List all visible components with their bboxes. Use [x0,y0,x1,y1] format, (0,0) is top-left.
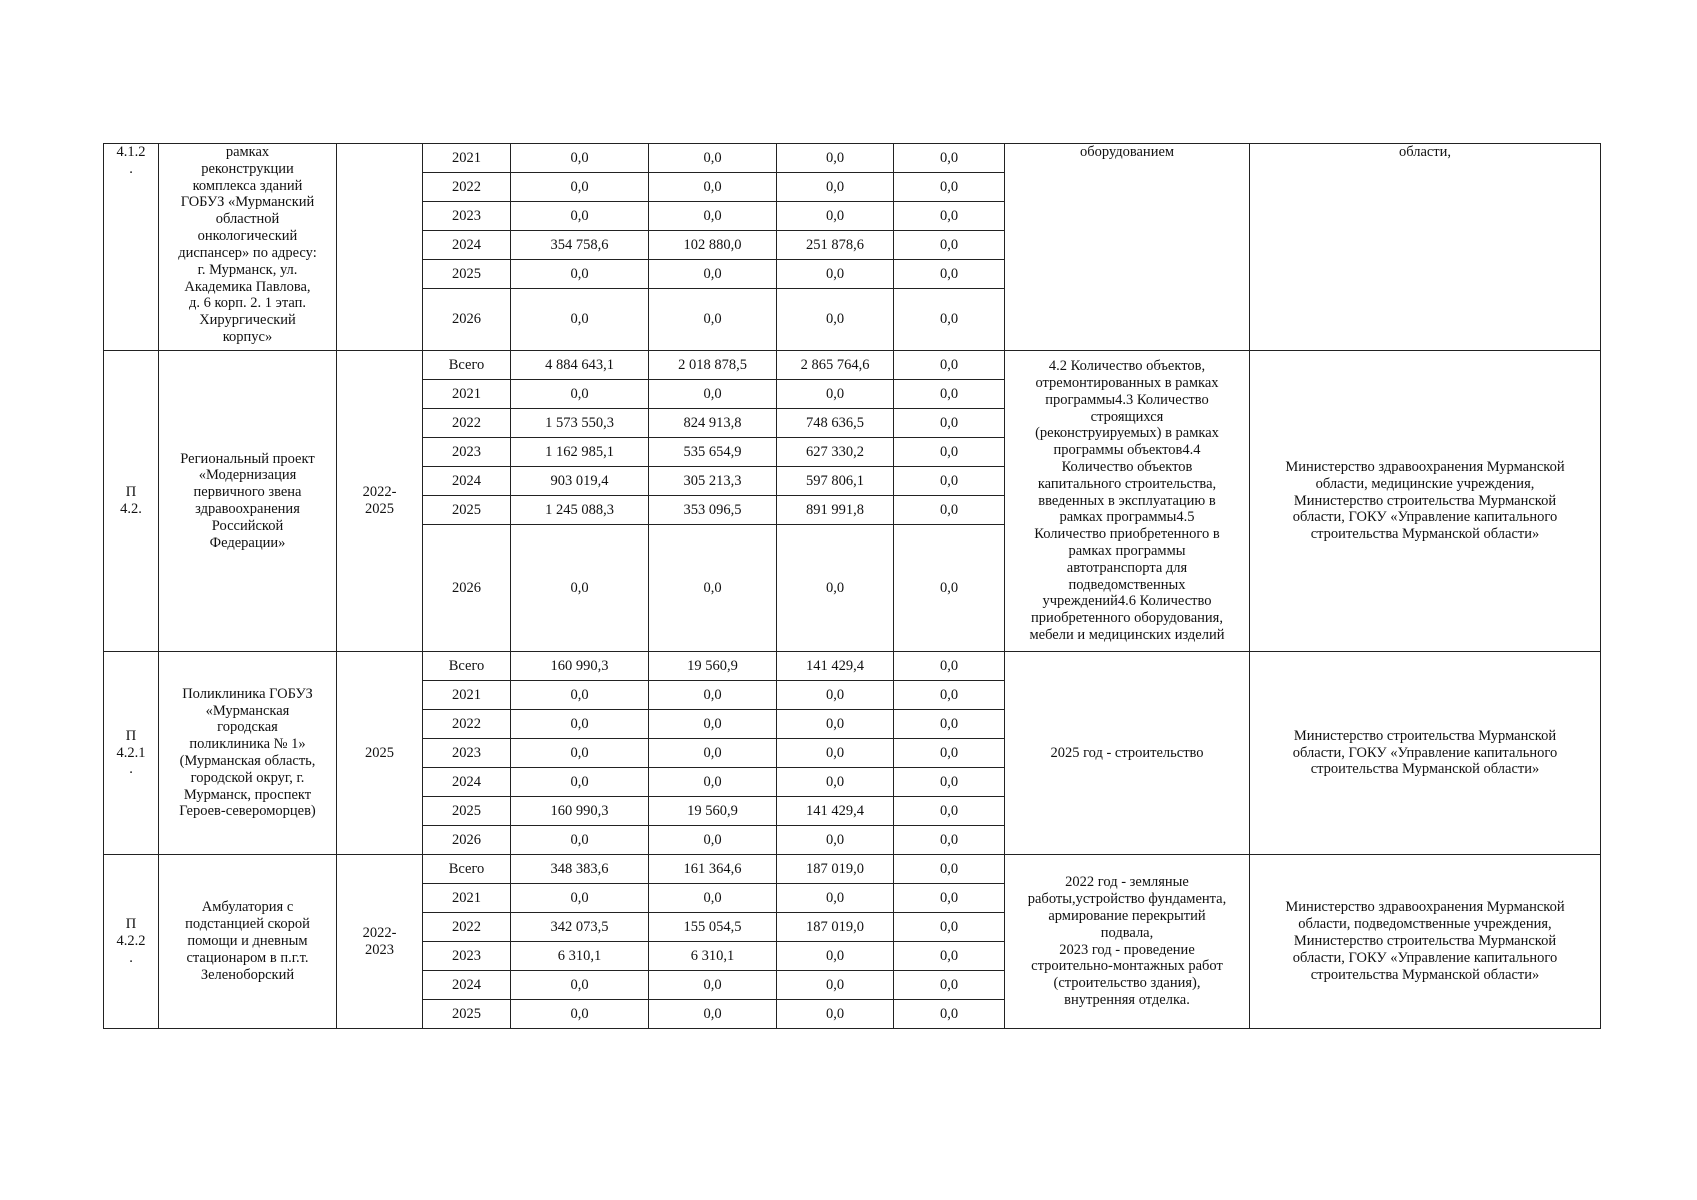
total-amount-cell: 0,0 [511,1000,649,1029]
other-funds-cell: 0,0 [894,260,1005,289]
federal-budget-cell: 0,0 [649,971,777,1000]
federal-budget-cell: 353 096,5 [649,496,777,525]
year-cell: 2024 [423,971,511,1000]
total-amount-cell: 0,0 [511,173,649,202]
total-amount-cell: 160 990,3 [511,652,649,681]
other-funds-cell: 0,0 [894,1000,1005,1029]
other-funds-cell: 0,0 [894,971,1005,1000]
year-cell: 2022 [423,913,511,942]
federal-budget-cell: 161 364,6 [649,855,777,884]
year-cell: 2026 [423,525,511,652]
total-amount-cell: 0,0 [511,971,649,1000]
federal-budget-cell: 535 654,9 [649,438,777,467]
item-code: П 4.2.2 . [104,855,159,1029]
year-cell: 2023 [423,438,511,467]
other-funds-cell: 0,0 [894,409,1005,438]
total-amount-cell: 160 990,3 [511,797,649,826]
other-funds-cell: 0,0 [894,855,1005,884]
other-funds-cell: 0,0 [894,351,1005,380]
year-cell: 2024 [423,231,511,260]
total-amount-cell: 0,0 [511,202,649,231]
other-funds-cell: 0,0 [894,380,1005,409]
year-cell: 2024 [423,768,511,797]
year-cell: 2025 [423,1000,511,1029]
year-cell: 2026 [423,826,511,855]
year-cell: 2025 [423,797,511,826]
total-amount-cell: 0,0 [511,768,649,797]
other-funds-cell: 0,0 [894,768,1005,797]
regional-budget-cell: 0,0 [777,768,894,797]
item-period: 2022- 2025 [337,351,423,652]
federal-budget-cell: 0,0 [649,202,777,231]
item-name: рамках реконструкции комплекса зданий ГОБУЗ «Мурманский областной онкологический диспансер» по адресу: г. Мурманск, ул. Академика Павлова, д. 6 корп. 2. 1 этап. Хирургический корпус» [159,144,337,351]
federal-budget-cell: 102 880,0 [649,231,777,260]
regional-budget-cell: 0,0 [777,884,894,913]
year-cell: 2026 [423,289,511,351]
regional-budget-cell: 187 019,0 [777,855,894,884]
year-cell: Всего [423,351,511,380]
year-cell: 2021 [423,681,511,710]
regional-budget-cell: 891 991,8 [777,496,894,525]
other-funds-cell: 0,0 [894,525,1005,652]
program-table [103,143,1601,1029]
table-row [104,855,1601,884]
regional-budget-cell: 0,0 [777,525,894,652]
federal-budget-cell: 0,0 [649,739,777,768]
regional-budget-cell: 597 806,1 [777,467,894,496]
total-amount-cell: 0,0 [511,380,649,409]
item-code: П 4.2.1 . [104,652,159,855]
federal-budget-cell: 0,0 [649,289,777,351]
total-amount-cell: 0,0 [511,826,649,855]
regional-budget-cell: 0,0 [777,942,894,971]
result-indicator: 4.2 Количество объектов, отремонтированных в рамках программы4.3 Количество строящихся (реконструируемых) в рамках программы объектов4.4 Количество объектов капитального строительства, введенных в эксплуатацию в рамках программы4.5 Количество приобретенного в рамках программы автотранспорта для подведомственных учреждений4.6 Количество приобретенного оборудования, мебели и медицинских изделий [1005,351,1250,652]
total-amount-cell: 0,0 [511,260,649,289]
total-amount-cell: 4 884 643,1 [511,351,649,380]
total-amount-cell: 0,0 [511,525,649,652]
other-funds-cell: 0,0 [894,826,1005,855]
total-amount-cell: 0,0 [511,884,649,913]
total-amount-cell: 354 758,6 [511,231,649,260]
regional-budget-cell: 0,0 [777,260,894,289]
total-amount-cell: 1 245 088,3 [511,496,649,525]
federal-budget-cell: 0,0 [649,144,777,173]
item-name: Поликлиника ГОБУЗ «Мурманская городская поликлиника № 1» (Мурманская область, городской округ, г. Мурманск, проспект Героев-североморцев) [159,652,337,855]
regional-budget-cell: 2 865 764,6 [777,351,894,380]
item-code: 4.1.2 . [104,144,159,351]
regional-budget-cell: 0,0 [777,173,894,202]
regional-budget-cell: 187 019,0 [777,913,894,942]
year-cell: 2022 [423,409,511,438]
total-amount-cell: 0,0 [511,289,649,351]
other-funds-cell: 0,0 [894,173,1005,202]
year-cell: Всего [423,855,511,884]
year-cell: 2022 [423,173,511,202]
regional-budget-cell: 748 636,5 [777,409,894,438]
federal-budget-cell: 0,0 [649,826,777,855]
regional-budget-cell: 0,0 [777,681,894,710]
federal-budget-cell: 6 310,1 [649,942,777,971]
year-cell: 2025 [423,260,511,289]
other-funds-cell: 0,0 [894,231,1005,260]
other-funds-cell: 0,0 [894,202,1005,231]
total-amount-cell: 0,0 [511,681,649,710]
other-funds-cell: 0,0 [894,289,1005,351]
federal-budget-cell: 155 054,5 [649,913,777,942]
total-amount-cell: 0,0 [511,144,649,173]
other-funds-cell: 0,0 [894,884,1005,913]
federal-budget-cell: 19 560,9 [649,652,777,681]
year-cell: 2023 [423,942,511,971]
year-cell: Всего [423,652,511,681]
table-row [104,652,1601,681]
table-row [104,351,1601,380]
year-cell: 2021 [423,144,511,173]
regional-budget-cell: 0,0 [777,380,894,409]
federal-budget-cell: 824 913,8 [649,409,777,438]
other-funds-cell: 0,0 [894,438,1005,467]
federal-budget-cell: 0,0 [649,768,777,797]
regional-budget-cell: 0,0 [777,144,894,173]
federal-budget-cell: 305 213,3 [649,467,777,496]
total-amount-cell: 0,0 [511,710,649,739]
table-body [104,144,1601,1029]
regional-budget-cell: 0,0 [777,710,894,739]
federal-budget-cell: 0,0 [649,173,777,202]
regional-budget-cell: 251 878,6 [777,231,894,260]
federal-budget-cell: 0,0 [649,681,777,710]
other-funds-cell: 0,0 [894,710,1005,739]
regional-budget-cell: 141 429,4 [777,797,894,826]
other-funds-cell: 0,0 [894,681,1005,710]
item-period [337,144,423,351]
total-amount-cell: 6 310,1 [511,942,649,971]
other-funds-cell: 0,0 [894,942,1005,971]
federal-budget-cell: 0,0 [649,380,777,409]
total-amount-cell: 348 383,6 [511,855,649,884]
year-cell: 2023 [423,739,511,768]
year-cell: 2022 [423,710,511,739]
item-period: 2022- 2023 [337,855,423,1029]
table-row [104,144,1601,173]
other-funds-cell: 0,0 [894,496,1005,525]
result-indicator: 2022 год - земляные работы,устройство фундамента, армирование перекрытий подвала, 2023 год - проведение строительно-монтажных работ (строительство здания), внутренняя отделка. [1005,855,1250,1029]
federal-budget-cell: 0,0 [649,884,777,913]
regional-budget-cell: 0,0 [777,971,894,1000]
other-funds-cell: 0,0 [894,144,1005,173]
result-indicator: 2025 год - строительство [1005,652,1250,855]
year-cell: 2025 [423,496,511,525]
other-funds-cell: 0,0 [894,467,1005,496]
executor: области, [1250,144,1601,351]
other-funds-cell: 0,0 [894,652,1005,681]
regional-budget-cell: 0,0 [777,202,894,231]
total-amount-cell: 903 019,4 [511,467,649,496]
federal-budget-cell: 0,0 [649,260,777,289]
regional-budget-cell: 0,0 [777,289,894,351]
regional-budget-cell: 0,0 [777,739,894,768]
total-amount-cell: 1 162 985,1 [511,438,649,467]
item-period: 2025 [337,652,423,855]
year-cell: 2021 [423,884,511,913]
regional-budget-cell: 0,0 [777,1000,894,1029]
regional-budget-cell: 627 330,2 [777,438,894,467]
other-funds-cell: 0,0 [894,797,1005,826]
federal-budget-cell: 0,0 [649,525,777,652]
result-indicator: оборудованием [1005,144,1250,351]
item-code: П 4.2. [104,351,159,652]
executor: Министерство здравоохранения Мурманской области, медицинские учреждения, Министерство строительства Мурманской области, ГОКУ «Управление капитального строительства Мурманской области» [1250,351,1601,652]
year-cell: 2021 [423,380,511,409]
federal-budget-cell: 19 560,9 [649,797,777,826]
total-amount-cell: 342 073,5 [511,913,649,942]
regional-budget-cell: 141 429,4 [777,652,894,681]
item-name: Региональный проект «Модернизация первичного звена здравоохранения Российской Федерации» [159,351,337,652]
total-amount-cell: 0,0 [511,739,649,768]
federal-budget-cell: 2 018 878,5 [649,351,777,380]
federal-budget-cell: 0,0 [649,710,777,739]
item-name: Амбулатория с подстанцией скорой помощи и дневным стационаром в п.г.т. Зеленоборский [159,855,337,1029]
federal-budget-cell: 0,0 [649,1000,777,1029]
executor: Министерство строительства Мурманской области, ГОКУ «Управление капитального строительства Мурманской области» [1250,652,1601,855]
year-cell: 2023 [423,202,511,231]
year-cell: 2024 [423,467,511,496]
other-funds-cell: 0,0 [894,739,1005,768]
other-funds-cell: 0,0 [894,913,1005,942]
total-amount-cell: 1 573 550,3 [511,409,649,438]
executor: Министерство здравоохранения Мурманской области, подведомственные учреждения, Министерство строительства Мурманской области, ГОКУ «Управление капитального строительства Мурманской области» [1250,855,1601,1029]
regional-budget-cell: 0,0 [777,826,894,855]
